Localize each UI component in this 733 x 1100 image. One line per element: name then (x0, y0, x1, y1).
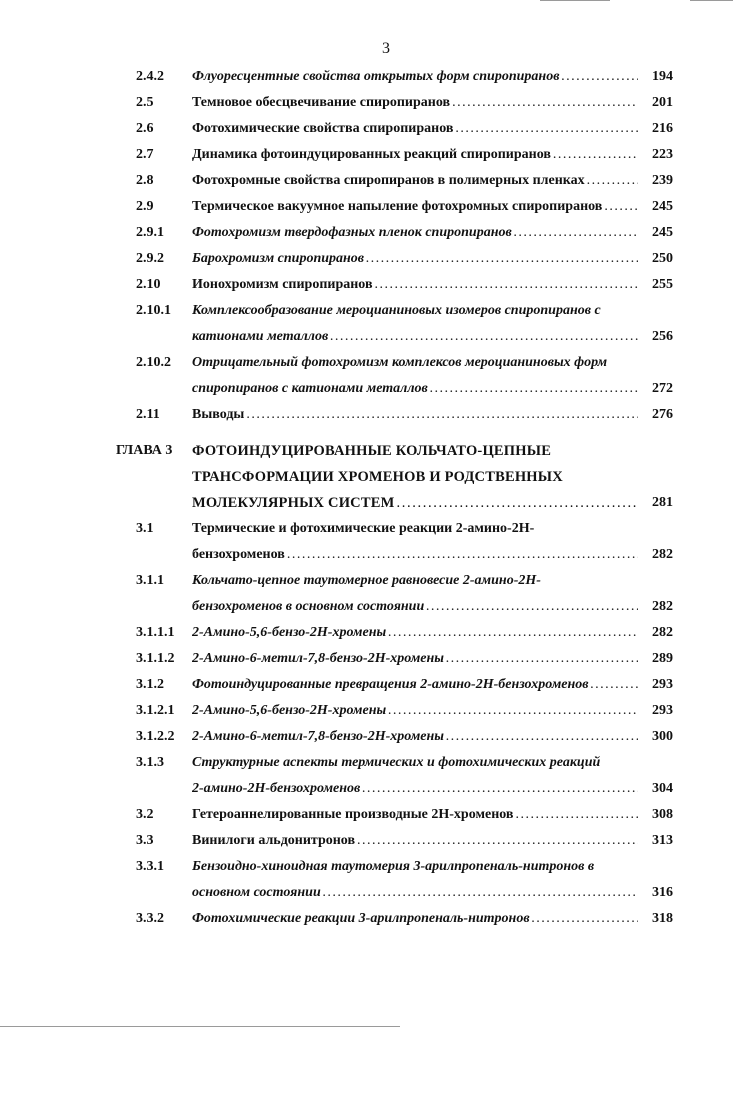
toc-entry-title (192, 350, 638, 402)
toc-entry-number: 3.2 (136, 807, 154, 822)
toc-entry-title-line: Фотоиндуцированные превращения 2-амино-2Н-бензохроменов . . . (192, 672, 638, 698)
dot-leader (287, 542, 638, 568)
toc-entry-number: 3.1 (136, 521, 154, 536)
toc-entry[interactable] (0, 246, 733, 272)
toc-entry-page: 316 (652, 885, 673, 900)
toc-entry-page: 255 (652, 277, 673, 292)
toc-entry[interactable] (0, 402, 733, 428)
dot-leader (388, 698, 638, 724)
toc-entry-number: 3.1.1.2 (136, 651, 175, 666)
toc-entry-number: 2.9.2 (136, 251, 164, 266)
toc-entry-number: 2.10 (136, 277, 161, 292)
toc-entry-page: 223 (652, 147, 673, 162)
toc-entry-title-line: ТРАНСФОРМАЦИИ ХРОМЕНОВ И РОДСТВЕННЫХ (192, 469, 563, 485)
toc-entry-title-line: основном состоянии . . . (192, 880, 638, 906)
toc-entry-title-line: Флуоресцентные свойства открытых форм спиропиранов . . . (192, 64, 638, 90)
toc-entry-page: 313 (652, 833, 673, 848)
dot-leader (446, 724, 638, 750)
toc-entry-title (192, 620, 638, 646)
scan-artifact-bottom (0, 1026, 400, 1027)
toc-entry-page: 201 (652, 95, 673, 110)
toc-entry-title (192, 402, 638, 428)
toc-entry-page: 256 (652, 329, 673, 344)
toc-entry-title-line: Структурные аспекты термических и фотохимических реакций (192, 755, 601, 770)
toc-entry-title (192, 698, 638, 724)
toc-entry-title-line: Термические и фотохимические реакции 2-амино-2Н- (192, 521, 535, 536)
dot-leader (452, 90, 638, 116)
toc-entry-title-line: Комплексообразование мероцианиновых изомеров спиропиранов с (192, 303, 601, 318)
toc-entry-title (192, 854, 638, 906)
toc-entry-page: 272 (652, 381, 673, 396)
toc-entry-title-line: 2-Амино-5,6-бензо-2Н-хромены . . . (192, 698, 638, 724)
toc-entry-title-line: Бензоидно-хиноидная таутомерия 3-арилпропеналь-нитронов в (192, 859, 595, 874)
toc-entry-title (192, 142, 638, 168)
toc-entry[interactable] (0, 724, 733, 750)
toc-entry-page: 282 (652, 599, 673, 614)
toc-entry[interactable] (0, 298, 733, 350)
dot-leader (591, 672, 638, 698)
toc-entry-page: 276 (652, 407, 673, 422)
toc-entry[interactable] (0, 220, 733, 246)
toc-entry-title (192, 298, 638, 350)
toc-entry[interactable] (0, 698, 733, 724)
dot-leader (323, 880, 638, 906)
toc-entry-title-line: Фотохимические реакции 3-арилпропеналь-нитронов . . . (192, 906, 638, 932)
scan-artifact-top-right (690, 0, 733, 1)
toc-entry-number: 2.8 (136, 173, 154, 188)
toc-entry-title (192, 116, 638, 142)
toc-entry[interactable] (0, 90, 733, 116)
dot-leader (330, 324, 638, 350)
toc-entry-title (192, 750, 638, 802)
toc-entry-page: 216 (652, 121, 673, 136)
toc-entry[interactable] (0, 168, 733, 194)
toc-entry-title-line: спиропиранов с катионами металлов . . . (192, 376, 638, 402)
table-of-contents (0, 64, 733, 932)
dot-leader (357, 828, 638, 854)
dot-leader (604, 194, 638, 220)
toc-entry-title (192, 272, 638, 298)
toc-entry-title-line: Фотохромизм твердофазных пленок спиропиранов . . . (192, 220, 638, 246)
dot-leader (426, 594, 638, 620)
toc-entry-title-line: Фотохимические свойства спиропиранов . . . (192, 116, 638, 142)
toc-entry-title (192, 516, 638, 568)
toc-entry[interactable] (0, 828, 733, 854)
toc-entry-number: 3.1.3 (136, 755, 164, 770)
dot-leader (515, 802, 638, 828)
toc-entry[interactable] (0, 750, 733, 802)
dot-leader (532, 906, 638, 932)
chapter-gap (0, 428, 733, 438)
toc-entry-title-line: Отрицательный фотохромизм комплексов мероцианиновых форм (192, 355, 608, 370)
toc-entry-page: 293 (652, 703, 673, 718)
toc-entry-number: 2.9.1 (136, 225, 164, 240)
dot-leader (446, 646, 638, 672)
toc-entry[interactable] (0, 568, 733, 620)
toc-entry[interactable] (0, 272, 733, 298)
toc-entry-number: 2.11 (136, 407, 160, 422)
toc-entry-page: 239 (652, 173, 673, 188)
toc-entry[interactable] (0, 64, 733, 90)
toc-entry-number: 3.3 (136, 833, 154, 848)
toc-entry[interactable] (0, 350, 733, 402)
dot-leader (430, 376, 638, 402)
toc-entry-page: 245 (652, 199, 673, 214)
toc-entry-number: 2.7 (136, 147, 154, 162)
dot-leader (375, 272, 638, 298)
dot-leader (362, 776, 638, 802)
toc-entry-page: 304 (652, 781, 673, 796)
toc-entry-title (192, 906, 638, 932)
toc-entry-title-line: Термическое вакуумное напыление фотохромных спиропиранов . . . (192, 194, 638, 220)
dot-leader (553, 142, 638, 168)
dot-leader (561, 64, 638, 90)
toc-entry-page: 281 (652, 495, 673, 510)
toc-entry-title (192, 568, 638, 620)
page-number: 3 (382, 40, 390, 57)
toc-entry-title-line: Винилоги альдонитронов . . . (192, 828, 638, 854)
toc-entry-title (192, 220, 638, 246)
toc-entry-title-line: МОЛЕКУЛЯРНЫХ СИСТЕМ . . . (192, 490, 638, 516)
toc-entry-number: 2.6 (136, 121, 154, 136)
toc-entry-page: 282 (652, 547, 673, 562)
toc-entry-title-line: Выводы . . . (192, 402, 638, 428)
toc-entry[interactable] (0, 516, 733, 568)
toc-entry-number: 3.1.2 (136, 677, 164, 692)
toc-entry-title (192, 438, 638, 516)
toc-entry-title (192, 90, 638, 116)
toc-entry-title-line: 2-амино-2Н-бензохроменов . . . (192, 776, 638, 802)
toc-entry-number: 3.1.2.1 (136, 703, 175, 718)
toc-entry-title (192, 828, 638, 854)
dot-leader (388, 620, 638, 646)
toc-entry-number: ГЛАВА 3 (116, 443, 173, 458)
toc-entry-title-line: Ионохромизм спиропиранов . . . (192, 272, 638, 298)
toc-entry-title-line: 2-Амино-5,6-бензо-2Н-хромены . . . (192, 620, 638, 646)
toc-entry[interactable] (0, 854, 733, 906)
toc-entry-title (192, 672, 638, 698)
scan-artifact-top (540, 0, 610, 1)
toc-entry[interactable] (0, 194, 733, 220)
toc-entry-number: 2.10.1 (136, 303, 171, 318)
toc-entry-number: 2.5 (136, 95, 154, 110)
dot-leader (587, 168, 638, 194)
toc-entry[interactable] (0, 142, 733, 168)
toc-entry[interactable] (0, 620, 733, 646)
toc-entry-title-line: 2-Амино-6-метил-7,8-бензо-2Н-хромены . . . (192, 646, 638, 672)
toc-entry-page: 194 (652, 69, 673, 84)
toc-entry-title-line: Барохромизм спиропиранов . . . (192, 246, 638, 272)
toc-entry[interactable] (0, 906, 733, 932)
dot-leader (396, 490, 638, 516)
toc-entry-title-line: катионами металлов . . . (192, 324, 638, 350)
toc-entry-page: 245 (652, 225, 673, 240)
toc-entry-number: 3.3.2 (136, 911, 164, 926)
toc-entry-page: 282 (652, 625, 673, 640)
dot-leader (246, 402, 638, 428)
toc-entry-page: 250 (652, 251, 673, 266)
toc-entry-title (192, 64, 638, 90)
toc-entry-title-line: Кольчато-цепное таутомерное равновесие 2-амино-2Н- (192, 573, 541, 588)
toc-entry-title-line: Фотохромные свойства спиропиранов в полимерных пленках . . . (192, 168, 638, 194)
toc-entry-title (192, 246, 638, 272)
toc-entry-title-line: Темновое обесцвечивание спиропиранов . . . (192, 90, 638, 116)
toc-entry-number: 3.1.2.2 (136, 729, 175, 744)
toc-entry-page: 308 (652, 807, 673, 822)
toc-entry-number: 2.10.2 (136, 355, 171, 370)
dot-leader (455, 116, 638, 142)
toc-entry-title-line: ФОТОИНДУЦИРОВАННЫЕ КОЛЬЧАТО-ЦЕПНЫЕ (192, 443, 552, 459)
toc-entry-number: 2.9 (136, 199, 154, 214)
toc-entry-title (192, 802, 638, 828)
toc-entry-number: 3.1.1 (136, 573, 164, 588)
toc-entry-number: 3.3.1 (136, 859, 164, 874)
toc-entry[interactable] (0, 116, 733, 142)
toc-entry[interactable] (0, 802, 733, 828)
toc-entry-title-line: бензохроменов в основном состоянии . . . (192, 594, 638, 620)
toc-entry-title-line: 2-Амино-6-метил-7,8-бензо-2Н-хромены . . . (192, 724, 638, 750)
toc-entry[interactable] (0, 646, 733, 672)
toc-entry-title-line: бензохроменов . . . (192, 542, 638, 568)
toc-entry-page: 289 (652, 651, 673, 666)
toc-entry-number: 2.4.2 (136, 69, 164, 84)
dot-leader (366, 246, 638, 272)
dot-leader (514, 220, 638, 246)
toc-entry-page: 300 (652, 729, 673, 744)
toc-entry-title (192, 168, 638, 194)
toc-entry-title (192, 194, 638, 220)
toc-chapter-entry[interactable] (0, 438, 733, 516)
toc-entry-title-line: Динамика фотоиндуцированных реакций спиропиранов . . . (192, 142, 638, 168)
toc-entry-title (192, 724, 638, 750)
toc-entry-number: 3.1.1.1 (136, 625, 175, 640)
toc-entry-page: 293 (652, 677, 673, 692)
toc-entry-title-line: Гетероаннелированные производные 2Н-хроменов . . . (192, 802, 638, 828)
toc-entry[interactable] (0, 672, 733, 698)
toc-entry-title (192, 646, 638, 672)
toc-entry-page: 318 (652, 911, 673, 926)
